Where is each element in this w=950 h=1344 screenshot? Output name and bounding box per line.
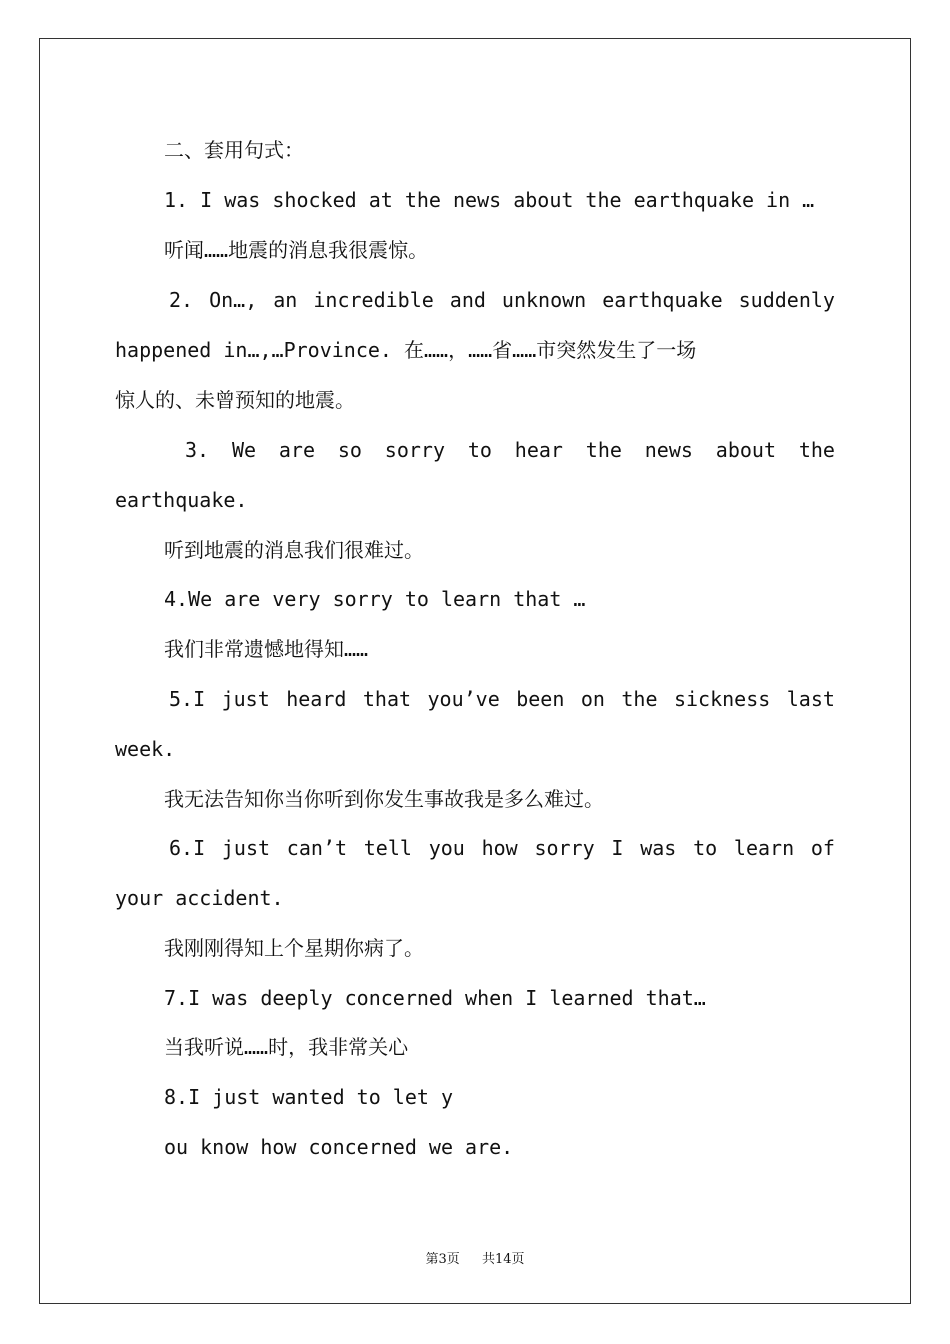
item-5-line-1 bbox=[115, 686, 835, 712]
item-6-chinese: 我刚刚得知上个星期你病了。 bbox=[164, 936, 424, 960]
word: earthquake bbox=[602, 288, 723, 312]
item-3-chinese: 听到地震的消息我们很难过。 bbox=[164, 538, 424, 562]
word: just bbox=[221, 687, 270, 711]
word: so bbox=[337, 438, 362, 462]
item-6-line-1 bbox=[115, 835, 835, 861]
word: was bbox=[640, 836, 677, 860]
word: incredible bbox=[313, 288, 434, 312]
word: sorry bbox=[384, 438, 445, 462]
word: tell bbox=[363, 836, 412, 860]
item-2-line-1 bbox=[115, 287, 835, 313]
word: you bbox=[428, 836, 465, 860]
section-heading: 二、套用句式： bbox=[164, 138, 304, 162]
item-1-chinese: 听闻……地震的消息我很震惊。 bbox=[164, 238, 429, 262]
word: 6.I bbox=[169, 836, 206, 860]
word: news bbox=[644, 438, 693, 462]
item-6-line-2: your accident. bbox=[115, 886, 284, 910]
word: 3. bbox=[185, 438, 210, 462]
word: 2. bbox=[169, 288, 194, 312]
word: how bbox=[481, 836, 518, 860]
word: of bbox=[810, 836, 835, 860]
page-footer bbox=[0, 1248, 950, 1267]
item-5-chinese: 我无法告知你当你听到你发生事故我是多么难过。 bbox=[164, 787, 604, 811]
word: the bbox=[798, 438, 835, 462]
item-3-line-2: earthquake. bbox=[115, 488, 248, 512]
word: On…, bbox=[209, 288, 258, 312]
word: I bbox=[611, 836, 624, 860]
item-5-line-2: week. bbox=[115, 737, 176, 761]
item-4-english: 4.We are very sorry to learn that … bbox=[164, 587, 586, 611]
word: heard bbox=[286, 687, 347, 711]
word: and bbox=[449, 288, 486, 312]
item-8-line-2: ou know how concerned we are. bbox=[164, 1135, 514, 1159]
word: on bbox=[580, 687, 605, 711]
word: an bbox=[273, 288, 298, 312]
page-total: 共14页 bbox=[482, 1252, 525, 1267]
item-8-line-1: 8.I just wanted to let y bbox=[164, 1085, 453, 1109]
item-2-line-2: happened in…,…Province. 在……，……省……市突然发生了一场 bbox=[115, 338, 697, 362]
word: about bbox=[715, 438, 776, 462]
page-border bbox=[39, 38, 911, 1304]
word: 5.I bbox=[169, 687, 206, 711]
page-number: 第3页 bbox=[425, 1252, 460, 1267]
item-7-chinese: 当我听说……时，我非常关心 bbox=[164, 1035, 409, 1059]
word: sorry bbox=[534, 836, 595, 860]
word: to bbox=[467, 438, 492, 462]
item-4-chinese: 我们非常遗憾地得知…… bbox=[164, 637, 369, 661]
word: the bbox=[585, 438, 622, 462]
word: We bbox=[231, 438, 257, 462]
word: you’ve bbox=[427, 687, 500, 711]
item-1-english: 1. I was shocked at the news about the earthquake in … bbox=[164, 188, 815, 212]
item-2-line-3: 惊人的、未曾预知的地震。 bbox=[115, 388, 355, 412]
word: just bbox=[221, 836, 271, 860]
word: learn bbox=[733, 836, 795, 860]
item-3-line-1 bbox=[115, 437, 835, 463]
word: to bbox=[693, 836, 718, 860]
word: hear bbox=[514, 438, 563, 462]
word: can’t bbox=[286, 836, 348, 860]
word: are bbox=[278, 438, 315, 462]
word: suddenly bbox=[738, 288, 835, 312]
word: that bbox=[362, 687, 412, 711]
word: last bbox=[786, 687, 835, 711]
word: unknown bbox=[501, 288, 587, 312]
word: been bbox=[516, 687, 565, 711]
item-7-english: 7.I was deeply concerned when I learned that… bbox=[164, 986, 706, 1010]
word: the bbox=[621, 687, 658, 711]
word: sickness bbox=[673, 687, 771, 711]
